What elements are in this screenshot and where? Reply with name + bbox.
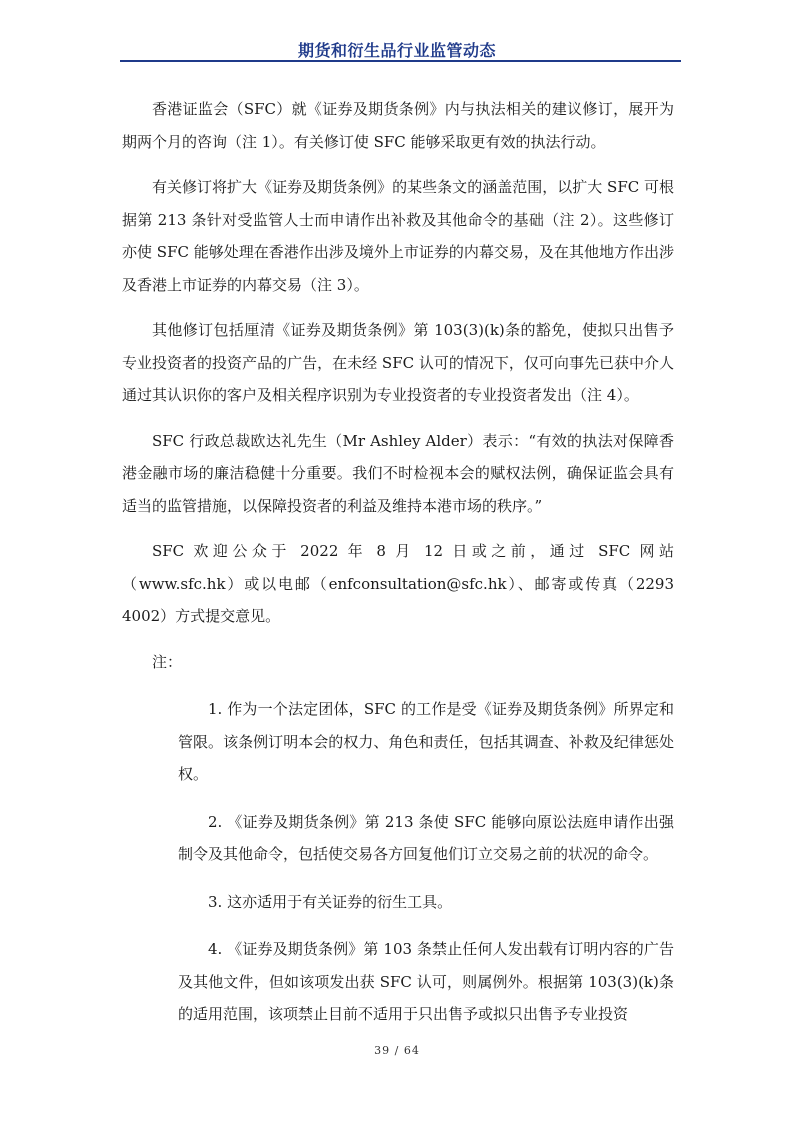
notes-list [122,693,674,1031]
header-divider [120,60,681,62]
paragraph-public-comment: SFC 欢迎公众于 2022 年 8 月 12 日或之前，通过 SFC 网站（www.sfc.hk）或以电邮（enfconsultation@sfc.hk）、邮寄或传真（2293 4002）方式提交意见。 [122,542,674,625]
page-number: 39 / 64 [374,1044,420,1057]
header-title: 期货和衍生品行业监管动态 [297,41,496,60]
note-item-2: 2. 《证券及期货条例》第 213 条使 SFC 能够向原讼法庭申请作出强制令及其他命令，包括使交易各方回复他们订立交易之前的状况的命令。 [178,812,674,863]
paragraph-ceo-quote: SFC 行政总裁欧达礼先生（Mr Ashley Alder）表示：“有效的执法对保障香港金融市场的廉洁稳健十分重要。我们不时检视本会的赋权法例，确保证监会具有适当的监管措施，以保障投资者的利益及维持本港市场的秩序。” [122,431,674,515]
page-header [0,0,794,62]
note-item-4: 4. 《证券及期货条例》第 103 条禁止任何人发出载有订明内容的广告及其他文件，但如该项发出获 SFC 认可，则属例外。根据第 103(3)(k)条的适用范围，该项禁止目前不适用于只出售予或拟只出售予专业投资 [178,940,674,1023]
notes-label: 注： [152,652,183,671]
document-body [122,93,674,1044]
note-item-3: 3. 这亦适用于有关证券的衍生工具。 [208,892,453,911]
paragraph-other-amendments: 其他修订包括厘清《证券及期货条例》第 103(3)(k)条的豁免，使拟只出售予专业投资者的投资产品的广告，在未经 SFC 认可的情况下，仅可向事先已获中介人通过其认识你的客户及相关程序识别为专业投资者的专业投资者发出（注 4）。 [122,321,674,404]
note-item-1: 1. 作为一个法定团体，SFC 的工作是受《证券及期货条例》所界定和管限。该条例订明本会的权力、角色和责任，包括其调查、补救及纪律惩处权。 [178,700,674,783]
paragraph-consultation: 香港证监会（SFC）就《证券及期货条例》内与执法相关的建议修订，展开为期两个月的咨询（注 1）。有关修订使 SFC 能够采取更有效的执法行动。 [122,100,674,151]
paragraph-scope-expansion: 有关修订将扩大《证券及期货条例》的某些条文的涵盖范围，以扩大 SFC 可根据第 213 条针对受监管人士而申请作出补救及其他命令的基础（注 2）。这些修订亦使 SFC 能够处理在香港作出涉及境外上市证券的内幕交易，及在其他地方作出涉及香港上市证券的内幕交易（注 3）。 [122,178,674,294]
